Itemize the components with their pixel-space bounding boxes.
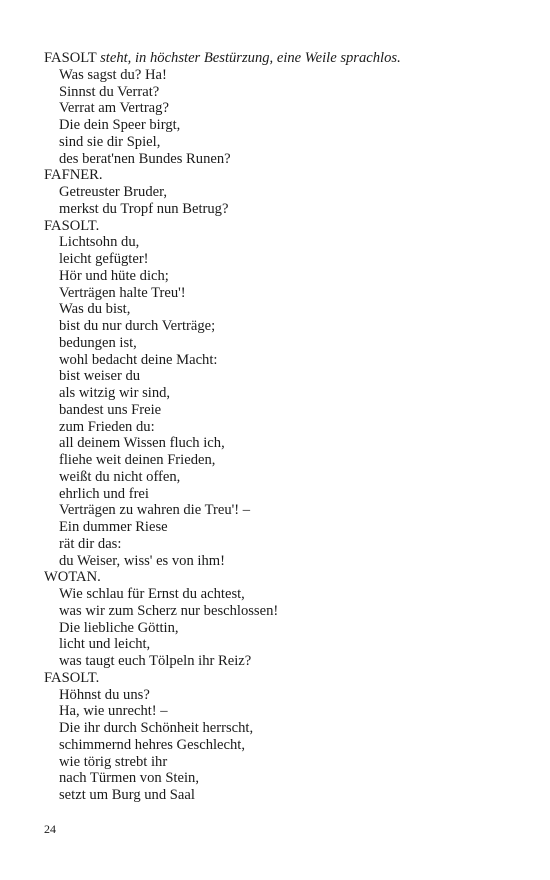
verse-line: Was du bist, (59, 301, 131, 318)
verse-line: setzt um Burg und Saal (59, 787, 195, 803)
verse-line: sind sie dir Spiel, (59, 133, 161, 150)
verse-line: merkst du Tropf nun Betrug? (59, 200, 229, 217)
verse-line: Sinnst du Verrat? (59, 83, 160, 100)
verse-line: Verrat am Vertrag? (59, 100, 169, 117)
verse-line: rät dir das: (59, 535, 122, 552)
verse-line: leicht gefügter! (59, 251, 149, 267)
verse-line: Die liebliche Göttin, (59, 619, 179, 636)
verse-line: Verträgen zu wahren die Treu'! – (59, 502, 251, 519)
verse-line: Lichtsohn du, (59, 234, 140, 251)
verse-line: bist du nur durch Verträge; (59, 318, 216, 334)
verse-line: was wir zum Scherz nur beschlossen! (59, 602, 279, 619)
speaker-name: WOTAN. (44, 569, 101, 586)
verse-line: Die dein Speer birgt, (59, 117, 181, 133)
verse-line: licht und leicht, (59, 636, 151, 653)
speaker-line (44, 50, 524, 67)
verse-line: schimmernd hehres Geschlecht, (59, 736, 246, 753)
verse-line: als witzig wir sind, (59, 385, 171, 401)
verse-line: Ha, wie unrecht! – (59, 703, 168, 720)
verse-line: bist weiser du (59, 368, 141, 385)
verse-line: weißt du nicht offen, (59, 468, 181, 485)
verse-line: Wie schlau für Ernst du achtest, (59, 586, 245, 602)
verse-line: fliehe weit deinen Frieden, (59, 452, 216, 468)
verse-line: Getreuster Bruder, (59, 184, 168, 200)
verse-line: was taugt euch Tölpeln ihr Reiz? (59, 653, 252, 669)
verse-line: Verträgen halte Treu'! (59, 284, 186, 301)
speaker-name: FASOLT (44, 50, 97, 66)
verse-line: Ein dummer Riese (59, 519, 168, 535)
stage-direction: steht, in höchster Bestürzung, eine Weile sprachlos. (100, 50, 401, 66)
page-number: 24 (44, 822, 56, 836)
verse-line: wohl bedacht deine Macht: (59, 351, 218, 368)
verse-line: bandest uns Freie (59, 401, 162, 418)
verse-line: ehrlich und frei (59, 485, 149, 502)
speaker-name: FAFNER. (44, 167, 103, 184)
verse-line: Die ihr durch Schönheit herrscht, (59, 720, 254, 736)
verse-line: all deinem Wissen fluch ich, (59, 435, 225, 452)
play-text (44, 50, 524, 804)
verse-line: wie törig strebt ihr (59, 753, 168, 770)
speaker-name: FASOLT. (44, 217, 100, 234)
verse-line: nach Türmen von Stein, (59, 770, 199, 787)
verse-line: Höhnst du uns? (59, 686, 150, 703)
verse-line: zum Frieden du: (59, 418, 155, 435)
verse-line: bedungen ist, (59, 334, 137, 351)
verse-line: Hör und hüte dich; (59, 267, 169, 284)
verse-line: du Weiser, wiss' es von ihm! (59, 552, 225, 569)
verse-line: Was sagst du? Ha! (59, 66, 167, 83)
verse-line: des berat'nen Bundes Runen? (59, 150, 231, 167)
speaker-name: FASOLT. (44, 669, 100, 686)
